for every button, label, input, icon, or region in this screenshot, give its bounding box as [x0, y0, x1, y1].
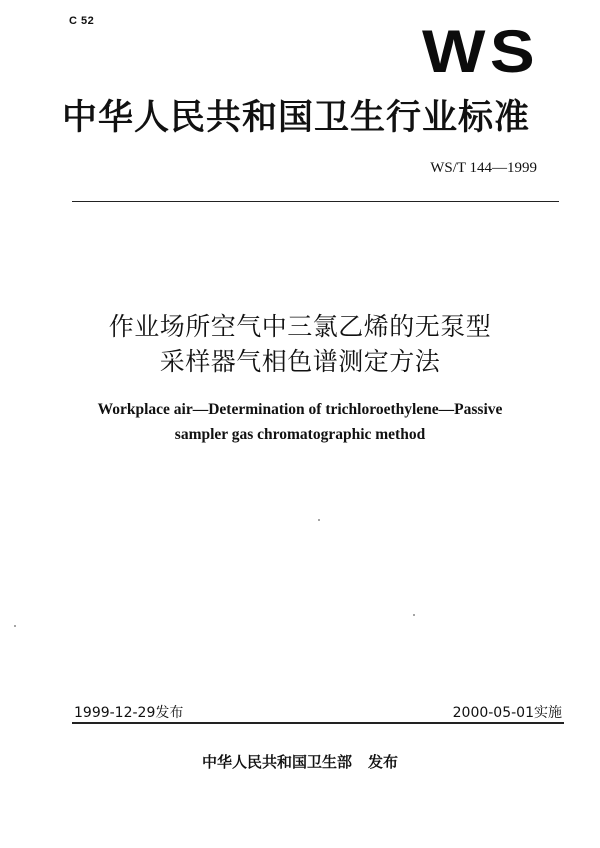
document-title-zh-line1: 作业场所空气中三氯乙烯的无泵型: [108, 312, 492, 341]
issue-date: 1999-12-29发布: [74, 705, 184, 721]
scan-speck: [318, 519, 320, 521]
footer-divider: [72, 722, 564, 724]
publisher-line: [0, 751, 600, 772]
document-title-en-line2: sampler gas chromatographic method: [174, 426, 426, 443]
header-divider: [72, 201, 559, 202]
publisher-action: 发布: [368, 753, 399, 771]
document-title-en-line1: Workplace air—Determination of trichloroethylene—Passive: [97, 401, 503, 418]
document-title-zh-line2: 采样器气相色谱测定方法: [159, 347, 441, 376]
publisher-name: 中华人民共和国卫生部: [201, 753, 352, 771]
standard-title: 中华人民共和国卫生行业标准: [62, 98, 531, 138]
ws-logo: WS: [422, 18, 540, 85]
implementation-date: 2000-05-01实施: [452, 705, 562, 721]
scan-speck: [413, 614, 415, 616]
scan-speck: [14, 625, 16, 627]
classification-code: C 52: [69, 15, 95, 27]
standard-number: WS/T 144—1999: [430, 160, 537, 176]
